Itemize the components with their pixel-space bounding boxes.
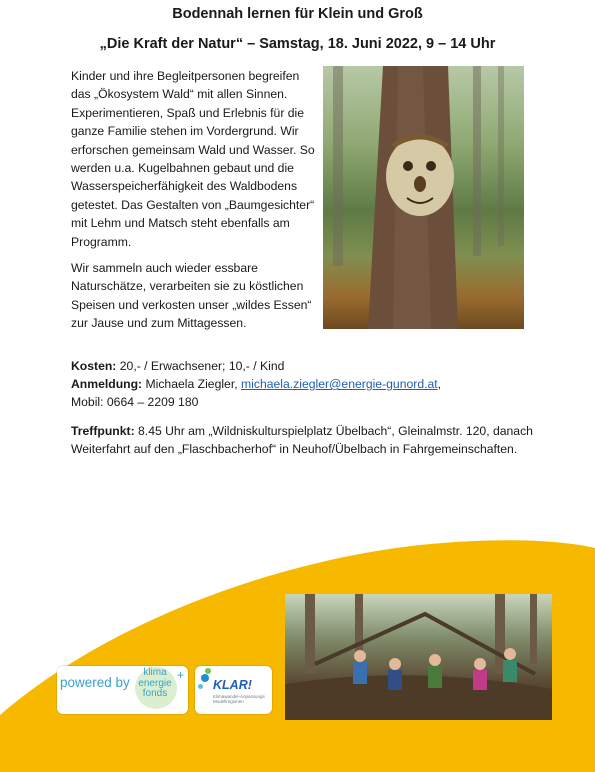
intro-paragraph-2: Wir sammeln auch wieder essbare Naturschätze, verarbeiten sie zu köstlichen Speisen und verkosten unser „wildes Essen“ zur Jause und zum Mittagessen. [71, 261, 312, 331]
klimafonds-wordmark [135, 668, 175, 700]
cost-line [71, 357, 541, 375]
fonds-word: fonds [142, 688, 168, 699]
registration-line [71, 375, 541, 393]
children-forest-photo [285, 594, 552, 720]
registration-label: Anmeldung: [71, 377, 143, 391]
klar-dot-lightblue [198, 684, 203, 689]
cost-value: 20,- / Erwachsener; 10,- / Kind [116, 359, 285, 373]
registration-name: Michaela Ziegler, [142, 377, 241, 391]
klima-word: klima [143, 667, 167, 678]
klar-wordmark: KLAR! [213, 678, 252, 692]
klar-dot-blue [201, 674, 209, 682]
plus-sign: + [177, 668, 185, 682]
registration-suffix: , [437, 377, 442, 391]
klima-energie-fonds-logo [57, 666, 188, 714]
event-subtitle: „Die Kraft der Natur“ – Samstag, 18. Juni 2022, 9 – 14 Uhr [99, 36, 496, 52]
registration-email-link[interactable]: michaela.ziegler@energie-gunord.at [241, 377, 438, 391]
meeting-point [71, 422, 541, 459]
powered-by-text: powered by [60, 675, 130, 690]
klar-subtitle: Klimawandel-Anpassungs Modellregionen [213, 694, 265, 704]
meeting-point-value: 8.45 Uhr am „Wildniskulturspielplatz Übelbach“, Gleinalmstr. 120, danach Weiterfahrt auf den „Flaschbacherhof“ in Neuhof/Übelbach in Fahrgemeinschaften. [71, 424, 533, 457]
mobile-line: Mobil: 0664 – 2209 180 [71, 395, 199, 409]
klar-dot-green [205, 668, 211, 674]
cost-label: Kosten: [71, 359, 117, 373]
energie-word: energie [138, 677, 172, 689]
meeting-point-label: Treffpunkt: [71, 424, 135, 438]
intro-paragraph: Kinder und ihre Begleitpersonen begreifen das „Ökosystem Wald“ mit allen Sinnen. Experimentieren, Spaß und Erlebnis für die ganze Familie stehen im Vordergrund. Wir erforschen gemeinsam Wald und Wasser. So werden u.a. Kugelbahnen gebaut und die Wasserspeicherfähigkeit des Waldbodens getestet. Das Gestalten von „Baumgesichter“ mit Lehm und Matsch steht ebenfalls am Programm. [71, 69, 315, 249]
tree-face-photo [323, 66, 524, 329]
klar-logo [195, 666, 272, 714]
page-title: Bodennah lernen für Klein und Groß [172, 6, 423, 22]
